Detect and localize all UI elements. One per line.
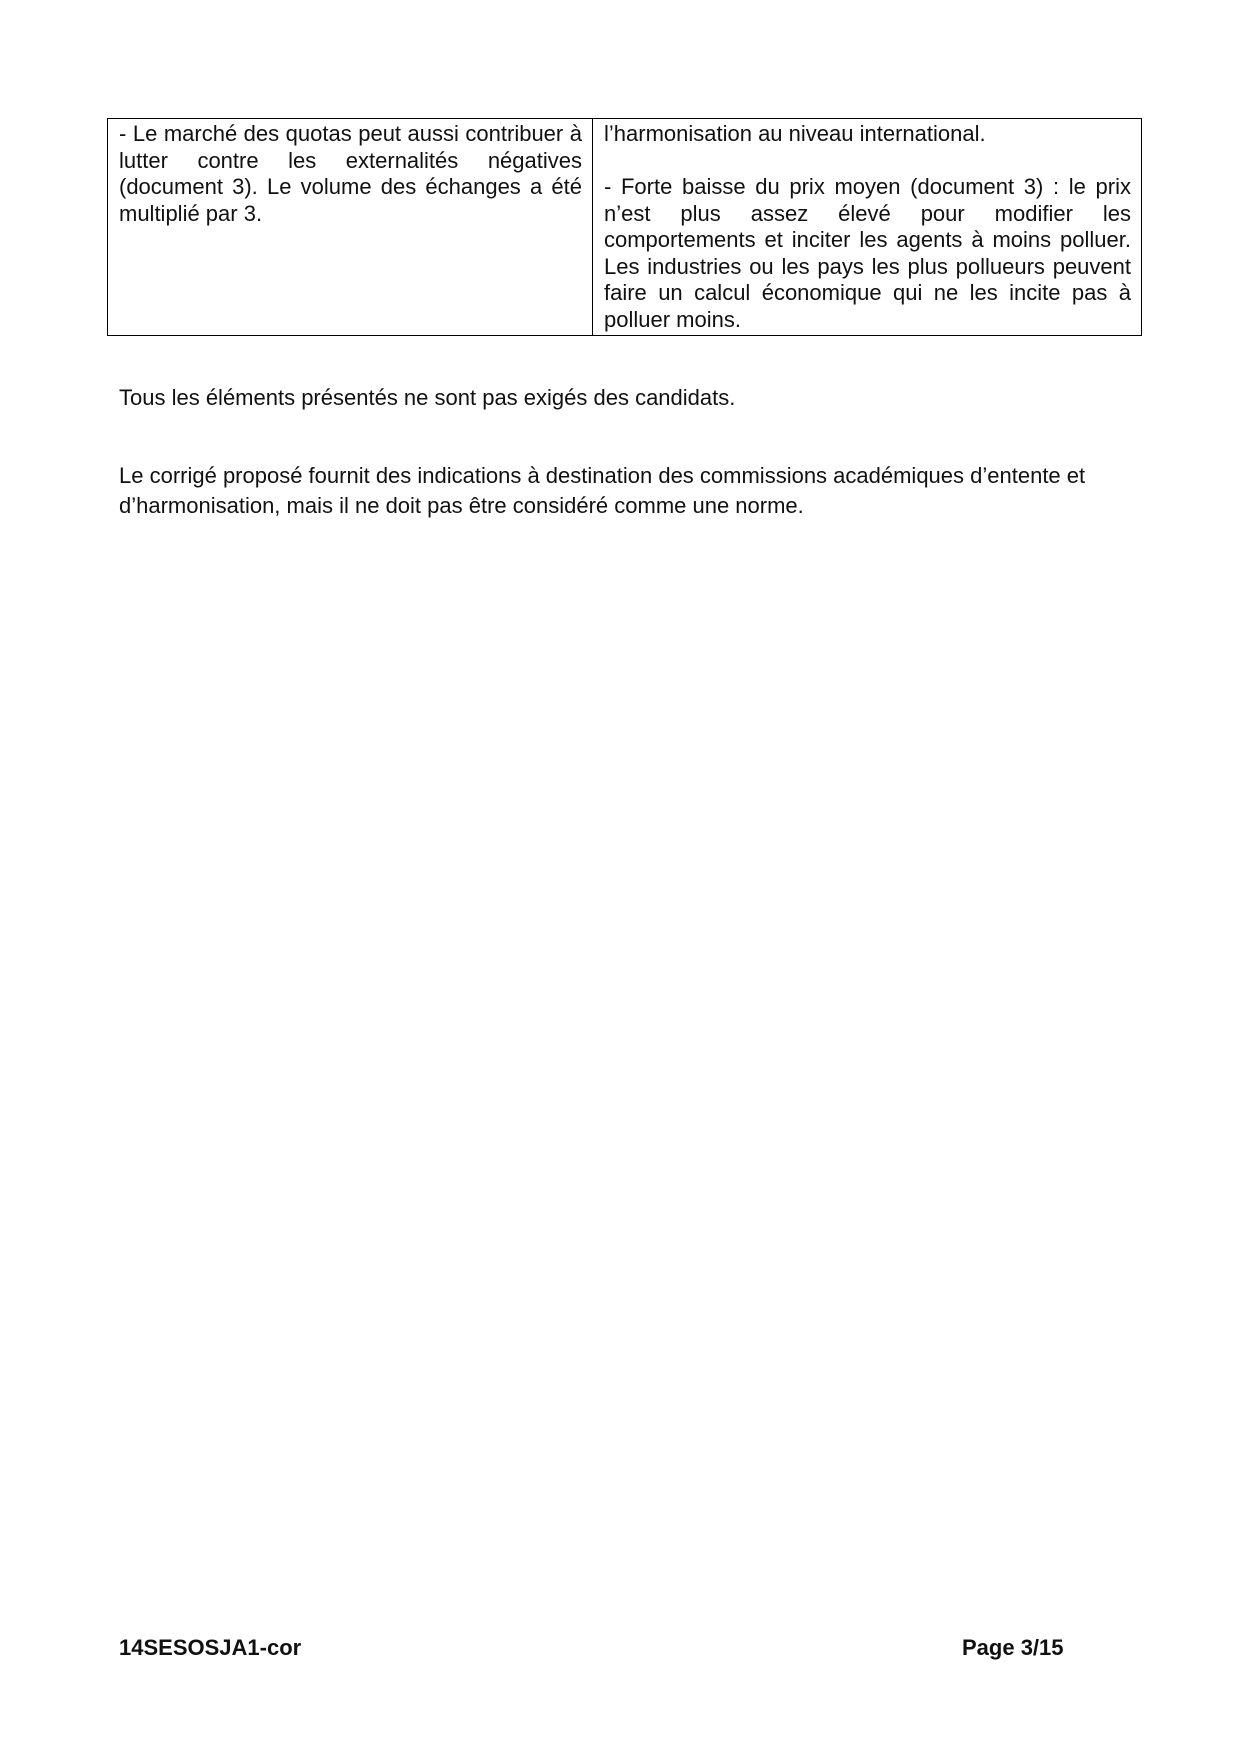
table-cell-left bbox=[108, 119, 593, 336]
note-candidates: Tous les éléments présentés ne sont pas exigés des candidats. bbox=[119, 385, 736, 410]
cell-paragraph: - Forte baisse du prix moyen (document 3) : le prix n’est plus assez élevé pour modifier les comportements et inciter les agents à moins polluer. Les industries ou les pays les plus pollueurs peuvent faire un calcul économique qui ne les incite pas à polluer moins. bbox=[604, 174, 1131, 332]
cell-paragraph: l’harmonisation au niveau international. bbox=[604, 121, 986, 146]
table-row bbox=[108, 119, 1142, 336]
footer-document-code: 14SESOSJA1-cor bbox=[119, 1635, 302, 1660]
correction-table bbox=[107, 118, 1142, 336]
footer-page-number: Page 3/15 bbox=[962, 1635, 1064, 1660]
note-norm: Le corrigé proposé fournit des indications à destination des commissions académiques d’entente et d’harmonisation, mais il ne doit pas être considéré comme une norme. bbox=[119, 463, 1086, 518]
cell-paragraph: - Le marché des quotas peut aussi contribuer à lutter contre les externalités négatives (document 3). Le volume des échanges a été multiplié par 3. bbox=[119, 121, 582, 226]
table-cell-right bbox=[593, 119, 1142, 336]
